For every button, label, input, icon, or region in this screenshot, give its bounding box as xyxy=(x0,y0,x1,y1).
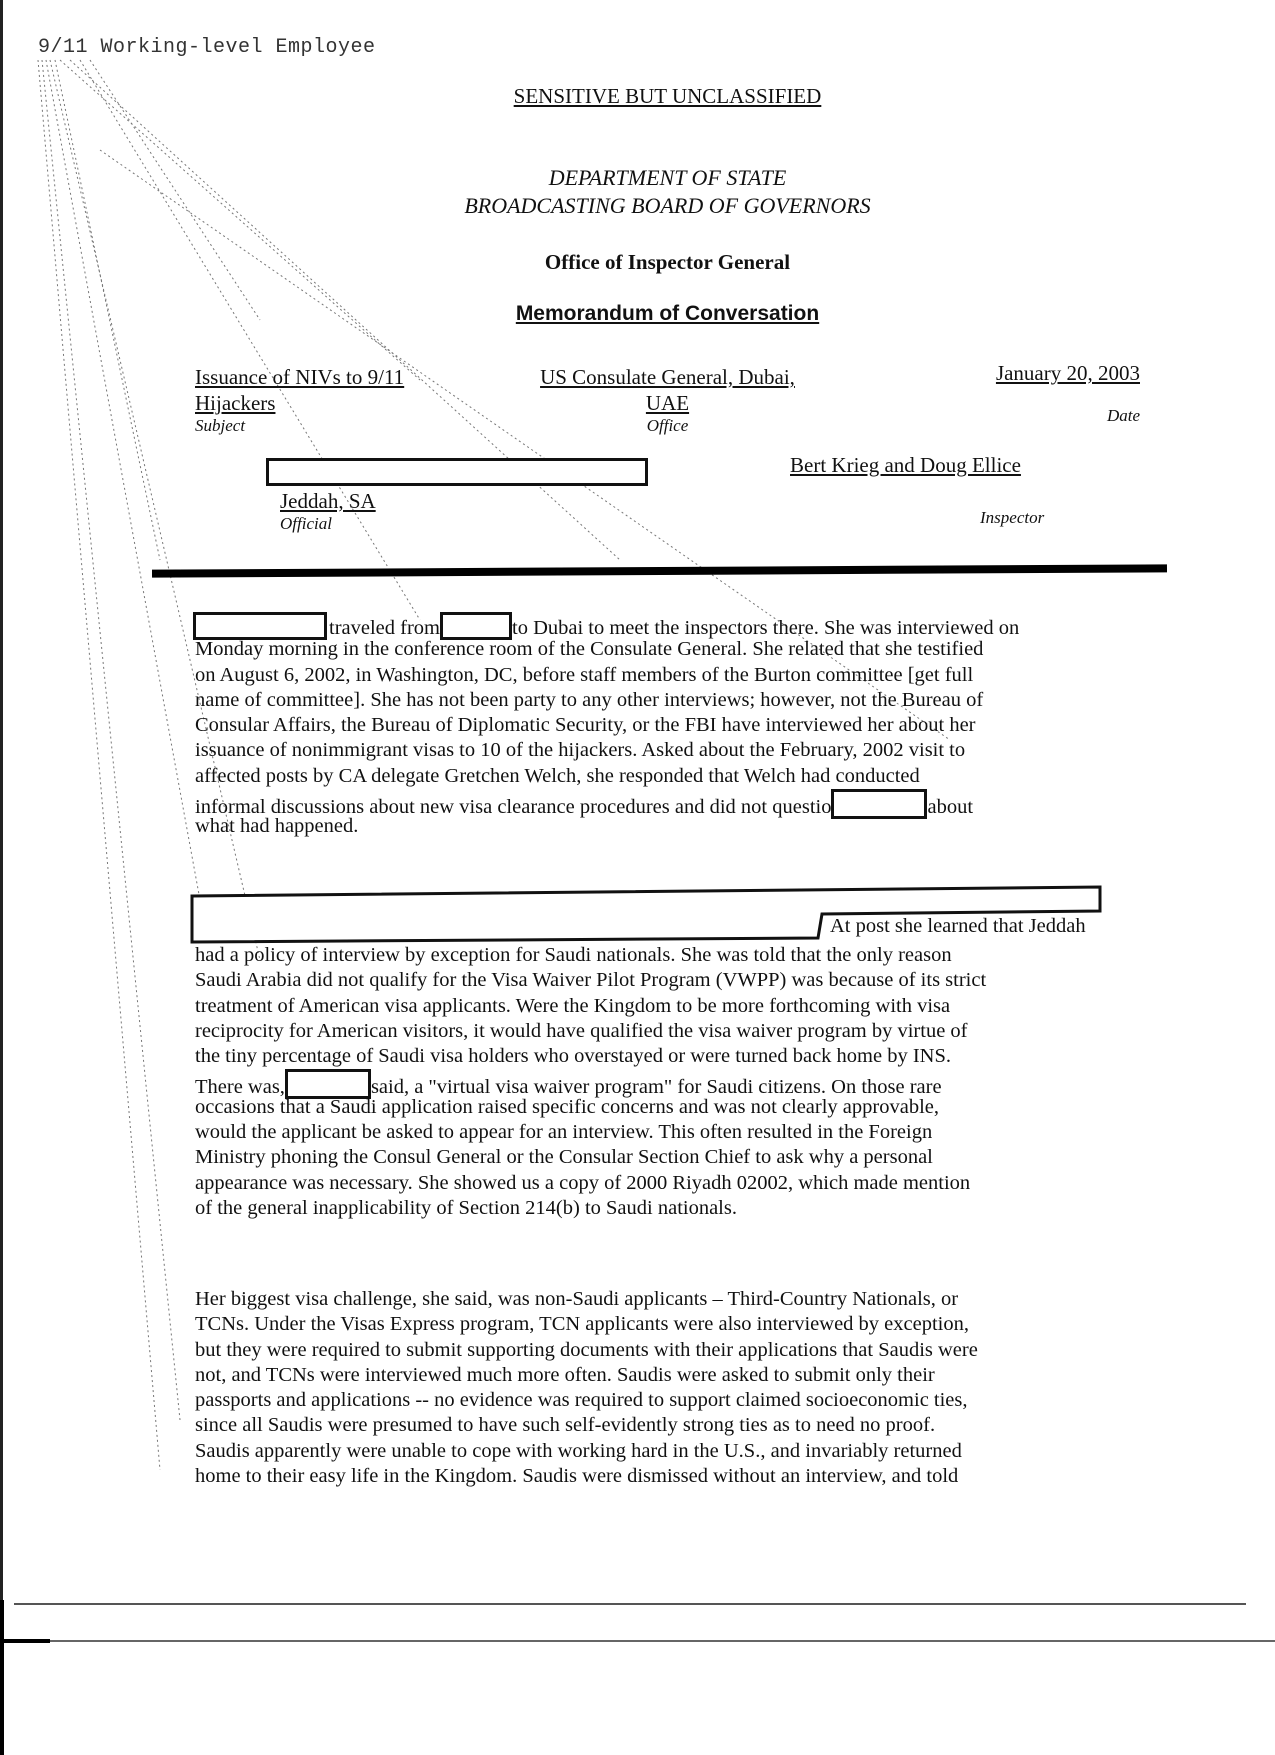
paragraph-line: not, and TCNs were interviewed much more often. Saudis were asked to submit only their xyxy=(195,1363,935,1386)
inspector-value: Bert Krieg and Doug Ellice xyxy=(790,453,1021,477)
paragraph-line: treatment of American visa applicants. Were the Kingdom to be more forthcoming with visa xyxy=(195,994,951,1017)
office-value-line-1: US Consulate General, Dubai, xyxy=(540,365,795,389)
paragraph-text: said, a "virtual visa waiver program" for Saudi citizens. On those rare xyxy=(370,1076,942,1099)
paragraph-line: affected posts by CA delegate Gretchen Welch, she responded that Welch had conducted xyxy=(195,764,920,787)
document-stamp: 9/11 Working-level Employee xyxy=(38,36,376,59)
date-label: Date xyxy=(1106,406,1140,425)
paragraph-2-first-line-tail: At post she learned that Jeddah xyxy=(830,915,1086,937)
paragraph-line: Her biggest visa challenge, she said, was non-Saudi applicants – Third-Country Nationals, or xyxy=(195,1288,959,1310)
paragraph-text: about xyxy=(927,796,974,819)
paragraph-line: home to their easy life in the Kingdom. Saudis were dismissed without an interview, and told xyxy=(195,1465,959,1488)
paragraph-line: name of committee]. She has not been party to any other interviews; however, not the Bureau of xyxy=(195,688,984,711)
document-title: Memorandum of Conversation xyxy=(515,302,820,325)
subject-value-line-2: Hijackers xyxy=(195,391,276,415)
paragraph-line xyxy=(195,1069,1155,1099)
paragraph-line: of the general inapplicability of Section 214(b) to Saudi nationals. xyxy=(195,1196,737,1219)
paragraph-2 xyxy=(195,943,1155,1221)
paragraph-3 xyxy=(195,1287,1155,1489)
paragraph-line: TCNs. Under the Visas Express program, TCN applicants were also interviewed by exception, xyxy=(195,1313,969,1336)
subject-value-line-1: Issuance of NIVs to 9/11 xyxy=(195,365,405,389)
official-label: Official xyxy=(280,514,332,533)
scan-line xyxy=(0,1640,1275,1642)
paragraph-line: since all Saudis were presumed to have such self-evidently strong ties as to need no proof. xyxy=(195,1414,936,1437)
paragraph-line: passports and applications -- no evidence was required to support claimed socioeconomic ties, xyxy=(195,1389,968,1412)
inspector-label: Inspector xyxy=(980,508,1045,527)
paragraph-line: would the applicant be asked to appear for an interview. This often resulted in the Foreign xyxy=(195,1121,933,1144)
official-value: Jeddah, SA xyxy=(280,489,376,513)
paragraph-line: Monday morning in the conference room of the Consulate General. She related that she testified xyxy=(195,638,984,661)
office-label: Office xyxy=(646,416,689,435)
office-heading: Office of Inspector General xyxy=(544,250,791,274)
paragraph-line: reciprocity for American visitors, it would have qualified the visa waiver program by virtue of xyxy=(195,1019,968,1042)
paragraph-line: Ministry phoning the Consul General or the Consular Section Chief to ask why a personal xyxy=(195,1146,933,1169)
paragraph-line: Saudi Arabia did not qualify for the Visa Waiver Pilot Program (VWPP) was because of its strict xyxy=(195,969,987,992)
paragraph-line: appearance was necessary. She showed us a copy of 2000 Riyadh 02002, which made mention xyxy=(195,1171,971,1194)
paragraph-text: informal discussions about new visa clearance procedures and did not questio xyxy=(195,796,832,819)
paragraph-line: occasions that a Saudi application raised specific concerns and was not clearly approvable, xyxy=(195,1095,939,1118)
paragraph-line: issuance of nonimmigrant visas to 10 of the hijackers. Asked about the February, 2002 visit to xyxy=(195,739,966,762)
department-line-2: BROADCASTING BOARD OF GOVERNORS xyxy=(464,193,871,218)
date-value: January 20, 2003 xyxy=(995,361,1140,385)
paragraph-line: the tiny percentage of Saudi visa holders who overstayed or were turned back home by INS. xyxy=(195,1045,951,1068)
paragraph-line: but they were required to submit supporting documents with their applications that Saudis were xyxy=(195,1338,978,1361)
office-value-line-2: UAE xyxy=(645,391,690,415)
paragraph-line: Saudis apparently were unable to cope with working hard in the U.S., and invariably returned xyxy=(195,1439,962,1462)
paragraph-line: Consular Affairs, the Bureau of Diplomatic Security, or the FBI have interviewed her about her xyxy=(195,714,976,737)
paragraph-line: had a policy of interview by exception for Saudi nationals. She was told that the only reason xyxy=(195,944,952,966)
subject-label: Subject xyxy=(195,416,246,435)
classification-marking: SENSITIVE BUT UNCLASSIFIED xyxy=(513,84,822,108)
paragraph-text: There was, xyxy=(195,1076,285,1099)
scan-line xyxy=(0,1639,50,1643)
paragraph-text: to Dubai to meet the inspectors there. She was interviewed on xyxy=(512,617,1020,639)
paragraph-line: on August 6, 2002, in Washington, DC, before staff members of the Burton committee [get full xyxy=(195,663,974,686)
department-line-1: DEPARTMENT OF STATE xyxy=(548,165,787,190)
paragraph-line: what had happened. xyxy=(195,815,359,838)
paragraph-text: traveled from xyxy=(329,617,440,639)
scan-line xyxy=(14,1603,1246,1605)
